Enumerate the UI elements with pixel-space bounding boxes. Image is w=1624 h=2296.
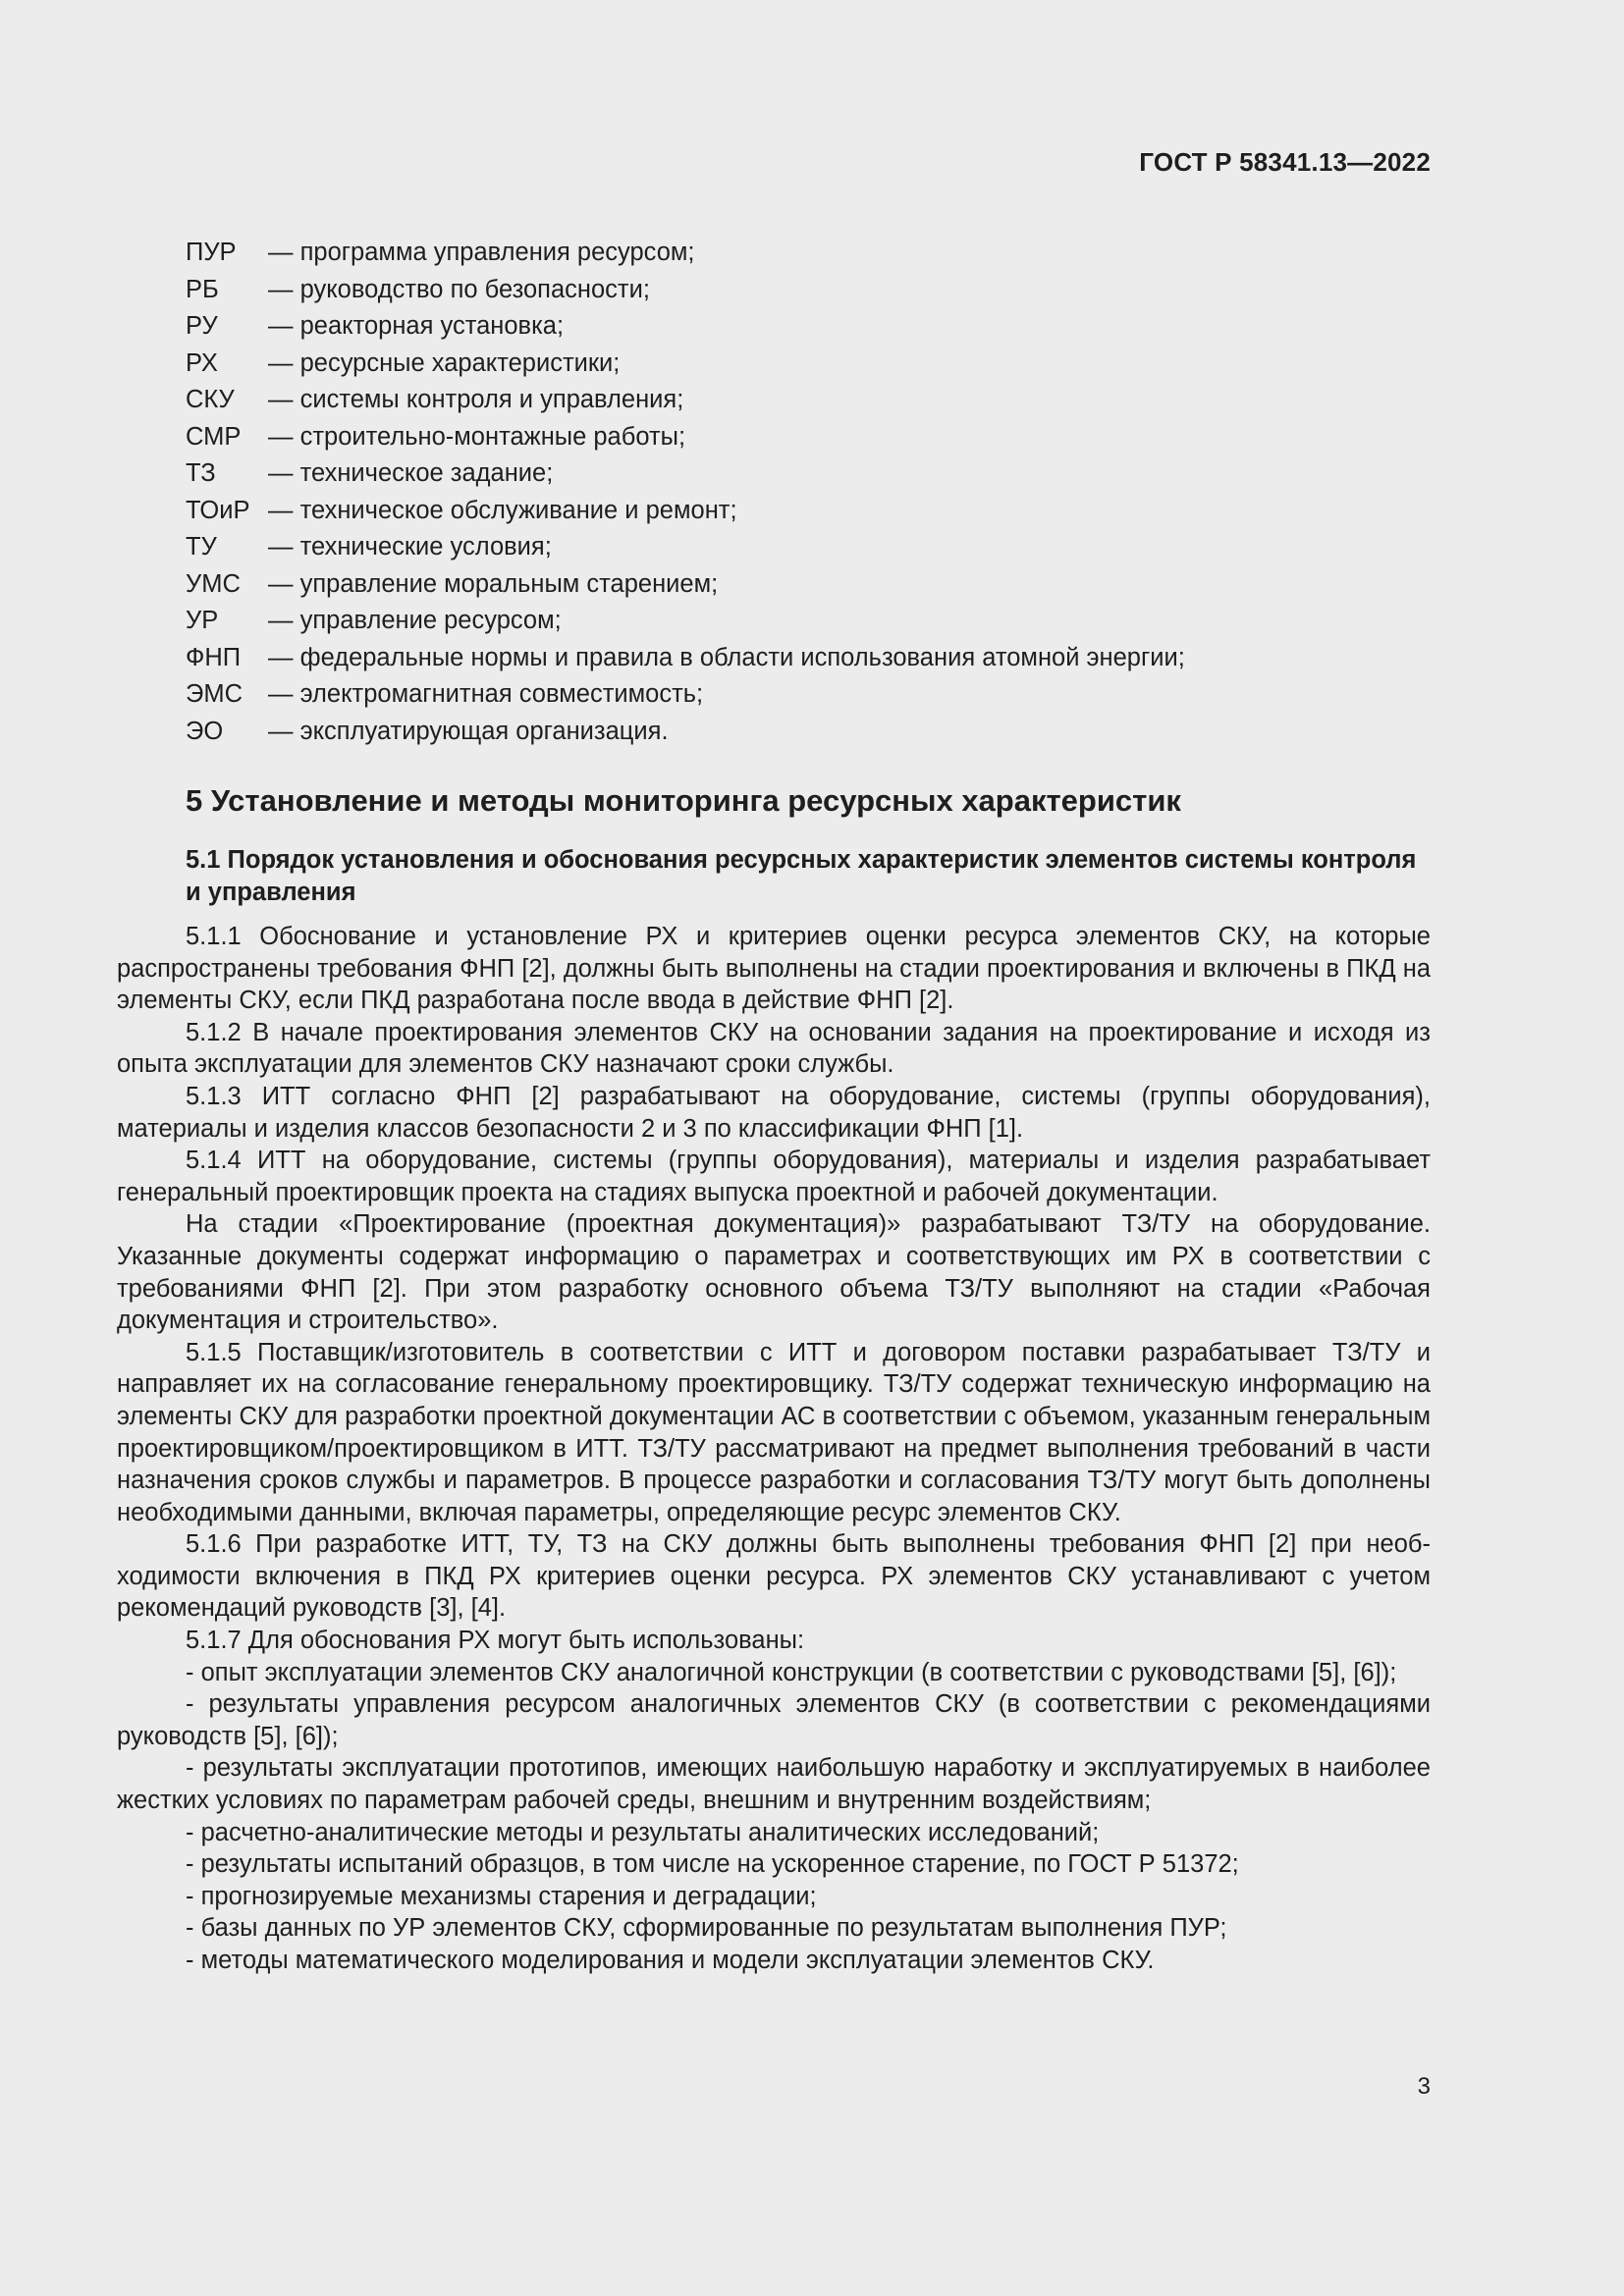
- paragraph: - результаты управления ресурсом аналогичных элементов СКУ (в соответствии с рекомендациями руководств [5], [6]);: [117, 1690, 1431, 1750]
- abbreviation-term: УМС: [186, 569, 241, 598]
- abbreviation-row: [186, 382, 1185, 419]
- subsection-title: 5.1 Порядок установления и обоснования ресурсных характеристик элементов системы контроля и управления: [186, 846, 1417, 906]
- abbreviation-definition: — строительно-монтажные работы;: [268, 422, 686, 451]
- abbreviation-row: [186, 235, 1185, 272]
- abbreviation-definition: — эксплуатирующая организация.: [268, 717, 669, 745]
- abbreviation-definition: — электромагнитная совместимость;: [268, 680, 704, 708]
- page-number: 3: [1417, 2073, 1431, 2100]
- abbreviation-definition: — управление ресурсом;: [268, 607, 562, 634]
- abbreviations-list: [186, 235, 1185, 750]
- paragraph: 5.1.3 ИТТ согласно ФНП [2] разрабатывают на оборудование, системы (группы оборудования), материалы и изделия классов безопасности 2 и 3 по классификации ФНП [1].: [117, 1082, 1431, 1143]
- paragraph: 5.1.7 Для обоснования РХ могут быть использованы:: [186, 1627, 805, 1655]
- paragraph: - результаты испытаний образцов, в том числе на ускоренное старение, по ГОСТ Р 51372;: [186, 1850, 1239, 1879]
- paragraph: - результаты эксплуатации прототипов, имеющих наибольшую наработку и эксплуатируемых в наиболее жестких условиях по параметрам рабочей среды, внешним и внутренним воздействиям;: [117, 1754, 1431, 1815]
- abbreviation-term: ЭМС: [186, 680, 243, 708]
- abbreviation-definition: — ресурсные характеристики;: [268, 348, 621, 377]
- abbreviation-definition: — системы контроля и управления;: [268, 386, 684, 413]
- abbreviation-row: [186, 493, 1185, 530]
- abbreviation-row: [186, 308, 1185, 346]
- paragraph: - прогнозируемые механизмы старения и деградации;: [186, 1882, 817, 1910]
- abbreviation-term: ПУР: [186, 239, 237, 266]
- abbreviation-term: РХ: [186, 348, 218, 377]
- abbreviation-term: СМР: [186, 422, 242, 451]
- paragraph: - методы математического моделирования и модели эксплуатации элементов СКУ.: [186, 1947, 1155, 1974]
- abbreviation-definition: — программа управления ресурсом;: [268, 239, 695, 266]
- document-code: ГОСТ Р 58341.13—2022: [1139, 147, 1431, 177]
- paragraph: 5.1.1 Обоснование и установление РХ и критериев оценки ресурса элементов СКУ, на которые распространены требования ФНП [2], должны быть выполнены на стадии проектирования и включены в ПКД на элементы СКУ, если ПКД разработана после ввода в действие ФНП [2].: [117, 923, 1431, 1015]
- abbreviation-row: [186, 419, 1185, 456]
- abbreviation-row: [186, 714, 1185, 751]
- paragraph: - расчетно-аналитические методы и результаты аналитических исследований;: [186, 1818, 1100, 1846]
- abbreviation-row: [186, 529, 1185, 566]
- paragraph: 5.1.5 Поставщик/изготовитель в соответствии с ИТТ и договором поставки разрабатывает ТЗ/ТУ и направляет их на согласование генеральному проектировщику. ТЗ/ТУ содержат техническую информацию на элементы СКУ для разработки проектной документации АС в соответствии с объемом, указанным генеральным проектировщиком/проектировщиком в ИТТ. ТЗ/ТУ рассматривают на предмет выполнения требований в части назначения сроков службы и параметров. В процессе разработки и согласования ТЗ/ТУ могут быть дополнены необходимыми данными, включая параметры, определяющие ресурс элементов СКУ.: [117, 1338, 1431, 1526]
- abbreviation-definition: — техническое задание;: [268, 459, 554, 487]
- abbreviation-row: [186, 455, 1185, 493]
- abbreviation-row: [186, 603, 1185, 640]
- abbreviation-row: [186, 346, 1185, 383]
- abbreviation-term: РУ: [186, 312, 218, 340]
- abbreviation-term: ФНП: [186, 643, 242, 671]
- abbreviation-term: ТЗ: [186, 459, 216, 487]
- abbreviation-row: [186, 272, 1185, 309]
- abbreviation-term: ТУ: [186, 533, 217, 561]
- body-text: [117, 921, 1431, 1977]
- abbreviation-term: ЭО: [186, 717, 224, 745]
- abbreviation-definition: — федеральные нормы и правила в области использования атомной энергии;: [268, 643, 1185, 671]
- paragraph: На стадии «Проектирование (проектная документация)» разрабатывают ТЗ/ТУ на оборудование. Указанные документы содержат информацию о параметрах и соответствующих им РХ в соответствии с требованиями ФНП [2]. При этом разработку основного объема ТЗ/ТУ выполняют на стадии «Рабочая документация и строительство».: [117, 1210, 1431, 1335]
- paragraph: - базы данных по УР элементов СКУ, сформированные по результатам выполнения ПУР;: [186, 1914, 1227, 1943]
- abbreviation-term: ТОиР: [186, 496, 250, 524]
- abbreviation-definition: — управление моральным старением;: [268, 569, 719, 598]
- abbreviation-definition: — реакторная установка;: [268, 312, 565, 340]
- paragraph: 5.1.2 В начале проектирования элементов СКУ на основании задания на проектирование и исходя из опыта эксплуатации для элементов СКУ назначают сроки службы.: [117, 1018, 1431, 1079]
- abbreviation-row: [186, 566, 1185, 604]
- abbreviation-term: УР: [186, 607, 219, 634]
- abbreviation-row: [186, 640, 1185, 677]
- paragraph: - опыт эксплуатации элементов СКУ аналогичной конструкции (в соответствии с руководствами [5], [6]);: [186, 1658, 1397, 1686]
- abbreviation-term: РБ: [186, 275, 219, 303]
- abbreviation-term: СКУ: [186, 386, 235, 413]
- abbreviation-definition: — технические условия;: [268, 533, 552, 561]
- section-title: 5 Установление и методы мониторинга ресурсных характеристик: [186, 783, 1181, 818]
- abbreviation-row: [186, 676, 1185, 714]
- abbreviation-definition: — техническое обслуживание и ремонт;: [268, 496, 737, 524]
- paragraph: 5.1.6 При разработке ИТТ, ТУ, ТЗ на СКУ должны быть выполнены требования ФНП [2] при необходимости включения в ПКД РХ критериев оценки ресурса. РХ элементов СКУ устанавливают с учетом рекомендаций руководств [3], [4].: [117, 1530, 1431, 1623]
- paragraph: 5.1.4 ИТТ на оборудование, системы (группы оборудования), материалы и изделия разрабатывает генеральный проектировщик проекта на стадиях выпуска проектной и рабочей документации.: [117, 1147, 1431, 1206]
- abbreviation-definition: — руководство по безопасности;: [268, 275, 650, 303]
